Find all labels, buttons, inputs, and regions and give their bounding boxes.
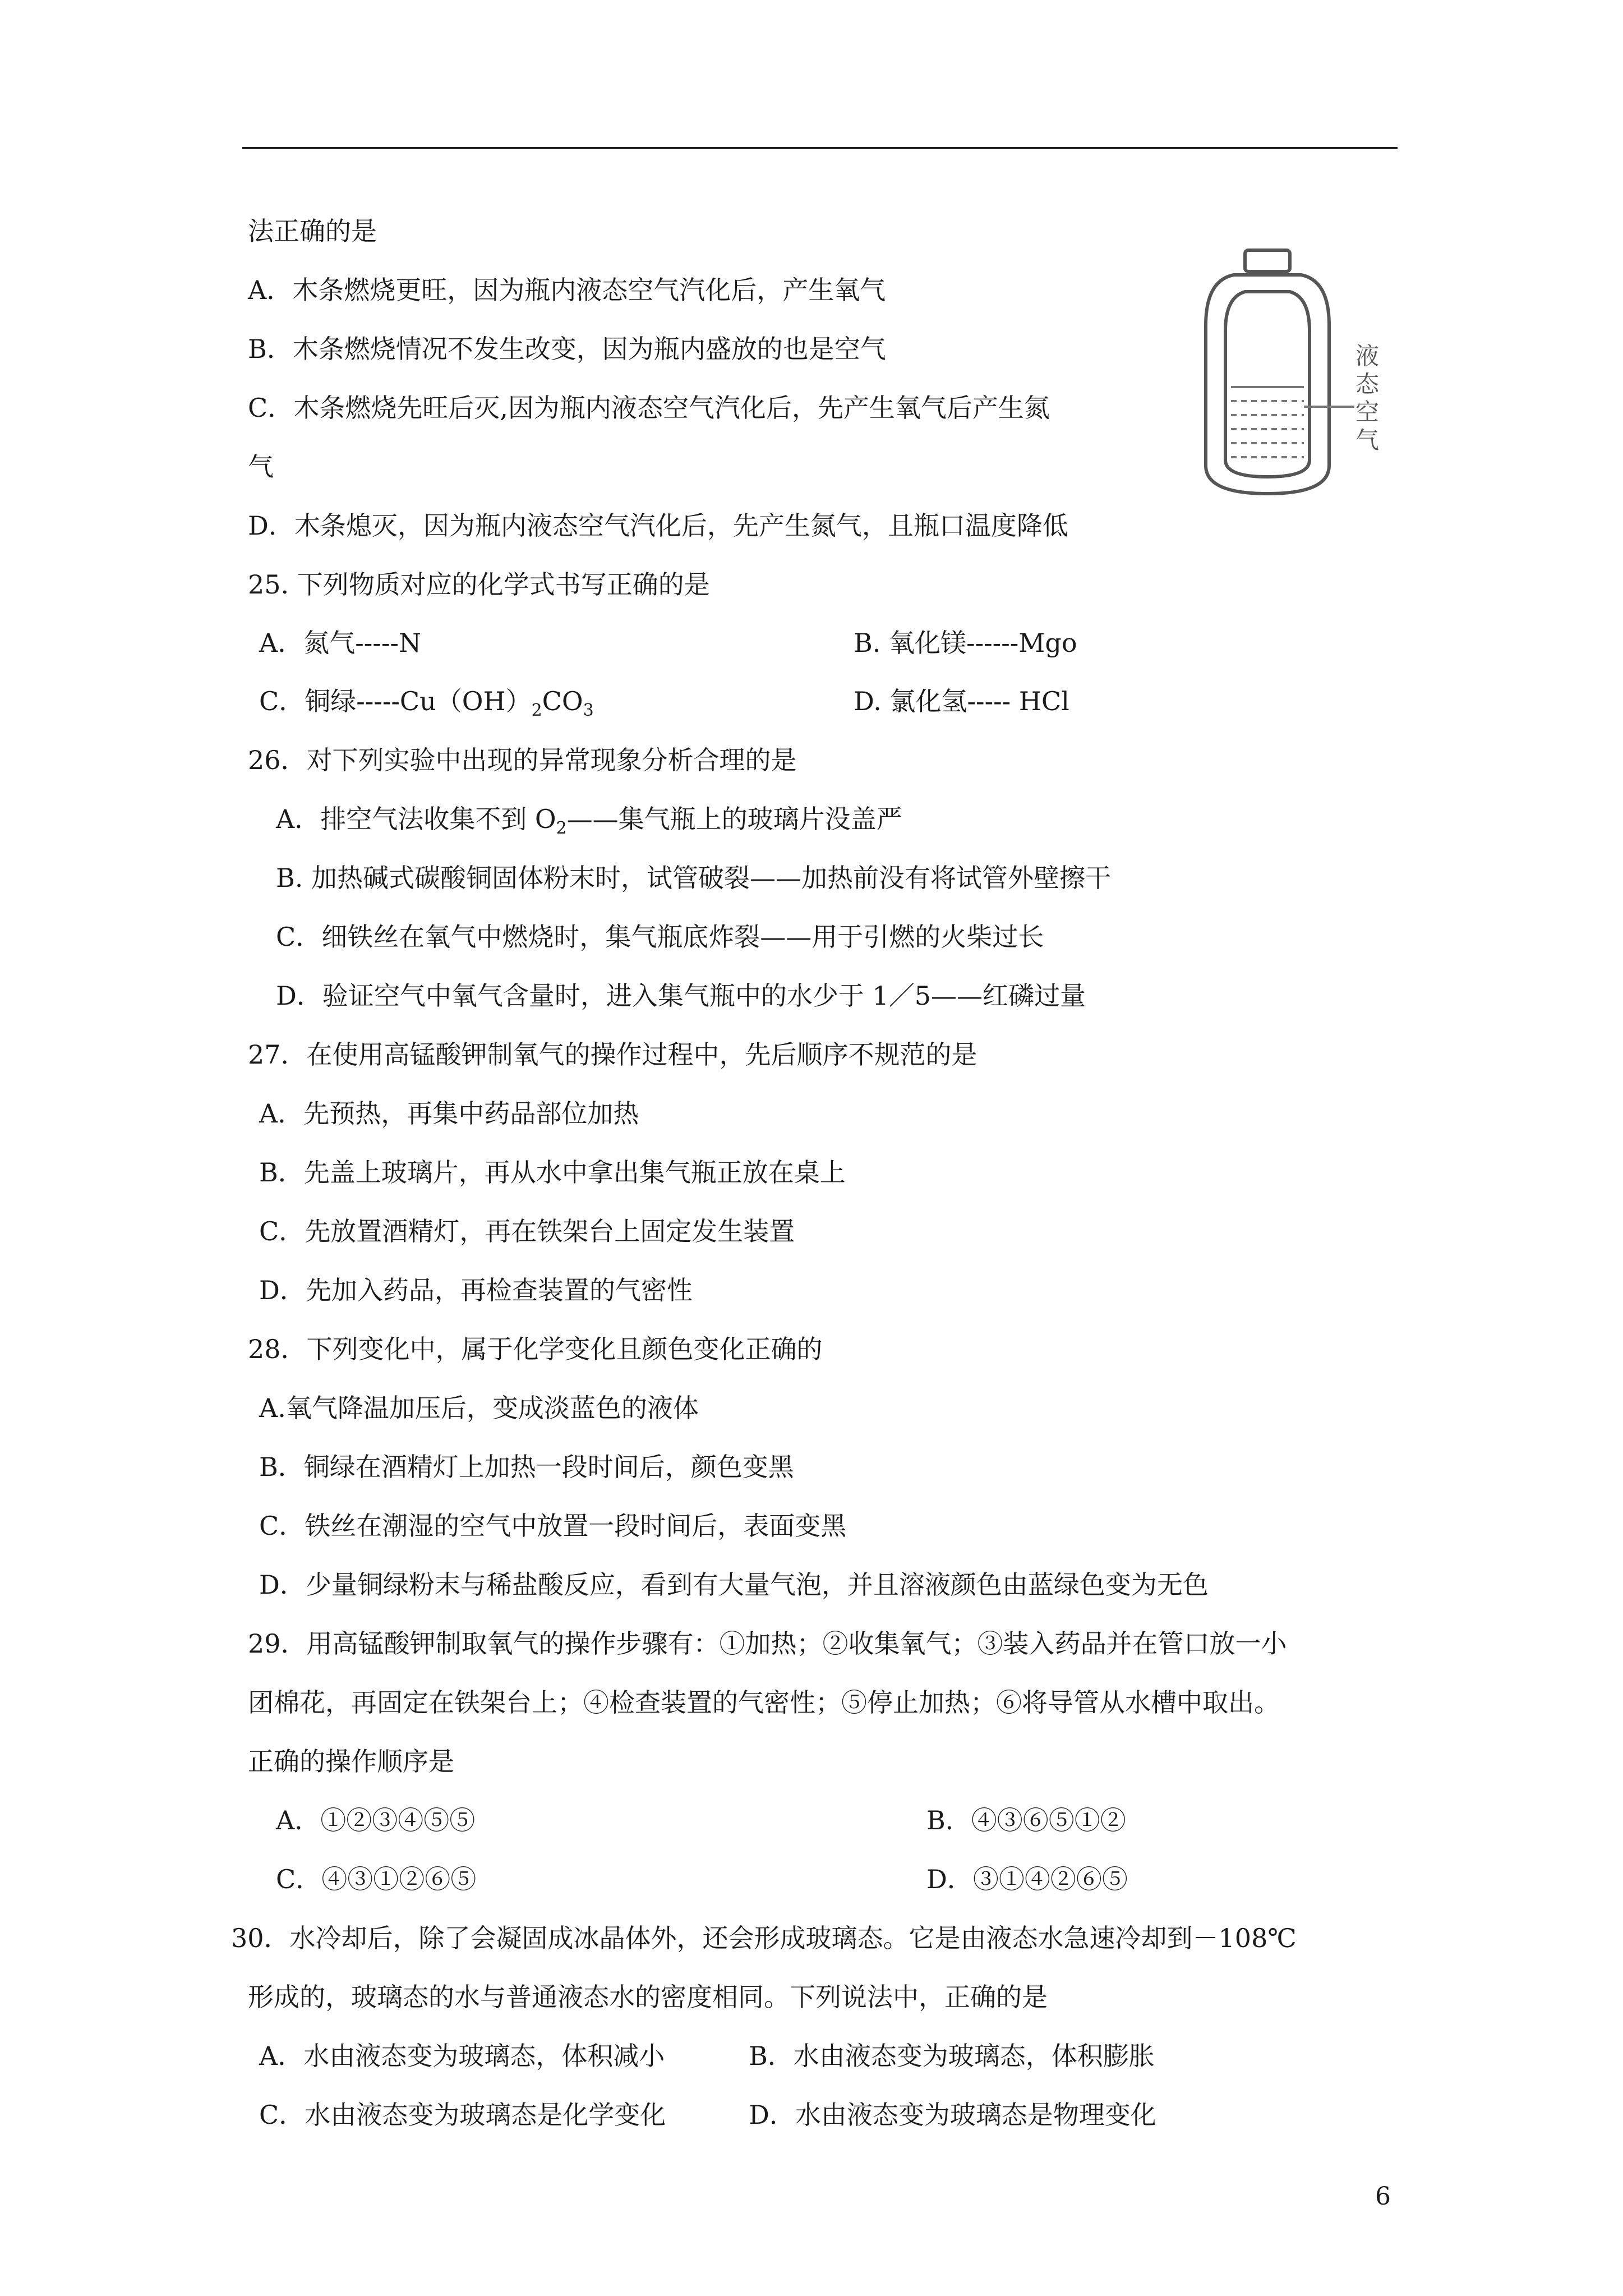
q25-option-a: A．氮气-----N (259, 628, 422, 658)
header-rule (242, 147, 1398, 149)
q27-option-a: A．先预热，再集中药品部位加热 (259, 1098, 639, 1129)
q30-stem-line2: 形成的，玻璃态的水与普通液态水的密度相同。下列说法中，正确的是 (248, 1982, 1048, 2012)
q27-option-c: C．先放置酒精灯，再在铁架台上固定发生装置 (259, 1216, 795, 1246)
q29-option-b: B．④③⑥⑤①② (926, 1805, 1126, 1835)
q27-option-d: D．先加入药品，再检查装置的气密性 (259, 1275, 693, 1305)
q28-stem: 28．下列变化中，属于化学变化且颜色变化正确的 (248, 1334, 823, 1364)
q30-option-d: D．水由液态变为玻璃态是物理变化 (749, 2100, 1156, 2130)
figure-label-liquid-air: 液态空气 (1355, 342, 1379, 454)
q24-option-d: D．木条熄灭，因为瓶内液态空气汽化后，先产生氮气，且瓶口温度降低 (248, 510, 1068, 541)
q29-stem-line3: 正确的操作顺序是 (248, 1746, 454, 1777)
q26-option-c: C．细铁丝在氧气中燃烧时，集气瓶底炸裂——用于引燃的火柴过长 (276, 922, 1044, 952)
q24-option-a: A．木条燃烧更旺，因为瓶内液态空气汽化后，产生氧气 (248, 275, 886, 305)
q29-stem-line2: 团棉花，再固定在铁架台上；④检查装置的气密性；⑤停止加热；⑥将导管从水槽中取出。 (248, 1687, 1280, 1718)
q28-option-a: A.氧气降温加压后，变成淡蓝色的液体 (259, 1393, 699, 1423)
q30-option-b: B．水由液态变为玻璃态，体积膨胀 (749, 2041, 1155, 2071)
q24-option-c-cont: 气 (248, 452, 274, 482)
page-number: 6 (1375, 2182, 1391, 2211)
q26-option-d: D．验证空气中氧气含量时，进入集气瓶中的水少于 1／5——红磷过量 (276, 981, 1086, 1011)
q28-option-c: C．铁丝在潮湿的空气中放置一段时间后，表面变黑 (259, 1511, 847, 1541)
q30-option-c: C．水由液态变为玻璃态是化学变化 (259, 2100, 666, 2130)
q29-option-a: A．①②③④⑤⑤ (276, 1805, 476, 1835)
q29-option-d: D．③①④②⑥⑤ (926, 1864, 1128, 1894)
q25-stem: 25. 下列物质对应的化学式书写正确的是 (248, 569, 710, 600)
q24-stem-tail: 法正确的是 (248, 216, 377, 246)
q26-stem: 26．对下列实验中出现的异常现象分析合理的是 (248, 745, 797, 775)
q28-option-d: D．少量铜绿粉末与稀盐酸反应，看到有大量气泡，并且溶液颜色由蓝绿色变为无色 (259, 1570, 1209, 1600)
q26-option-b: B. 加热碱式碳酸铜固体粉末时，试管破裂——加热前没有将试管外壁擦干 (276, 863, 1112, 893)
q24-option-b: B．木条燃烧情况不发生改变，因为瓶内盛放的也是空气 (248, 334, 886, 364)
q27-option-b: B．先盖上玻璃片，再从水中拿出集气瓶正放在桌上 (259, 1157, 846, 1188)
liquid-air-flask-figure (1183, 247, 1363, 499)
q29-stem-line1: 29．用高锰酸钾制取氧气的操作步骤有：①加热；②收集氧气；③装入药品并在管口放一小 (248, 1628, 1287, 1659)
q26-option-a: A．排空气法收集不到 $O_2——$集气瓶上的玻璃片没盖严 (276, 804, 902, 838)
q25-option-c: C．铜绿$-----Cu(OH)_2CO_3$ (259, 686, 594, 720)
q28-option-b: B．铜绿在酒精灯上加热一段时间后，颜色变黑 (259, 1452, 794, 1482)
q25-option-b: B. 氧化镁------Mgo (854, 628, 1077, 658)
q25-option-d: D. 氯化氢----- HCl (854, 686, 1069, 716)
q24-option-c: C．木条燃烧先旺后灭,因为瓶内液态空气汽化后，先产生氧气后产生氮 (248, 393, 1050, 423)
q29-option-c: C．④③①②⑥⑤ (276, 1864, 477, 1894)
q27-stem: 27．在使用高锰酸钾制氧气的操作过程中，先后顺序不规范的是 (248, 1039, 978, 1070)
q30-option-a: A．水由液态变为玻璃态，体积减小 (259, 2041, 665, 2071)
q30-stem-line1: 30．水冷却后，除了会凝固成冰晶体外，还会形成玻璃态。它是由液态水急速冷却到－108℃ (231, 1923, 1297, 1953)
